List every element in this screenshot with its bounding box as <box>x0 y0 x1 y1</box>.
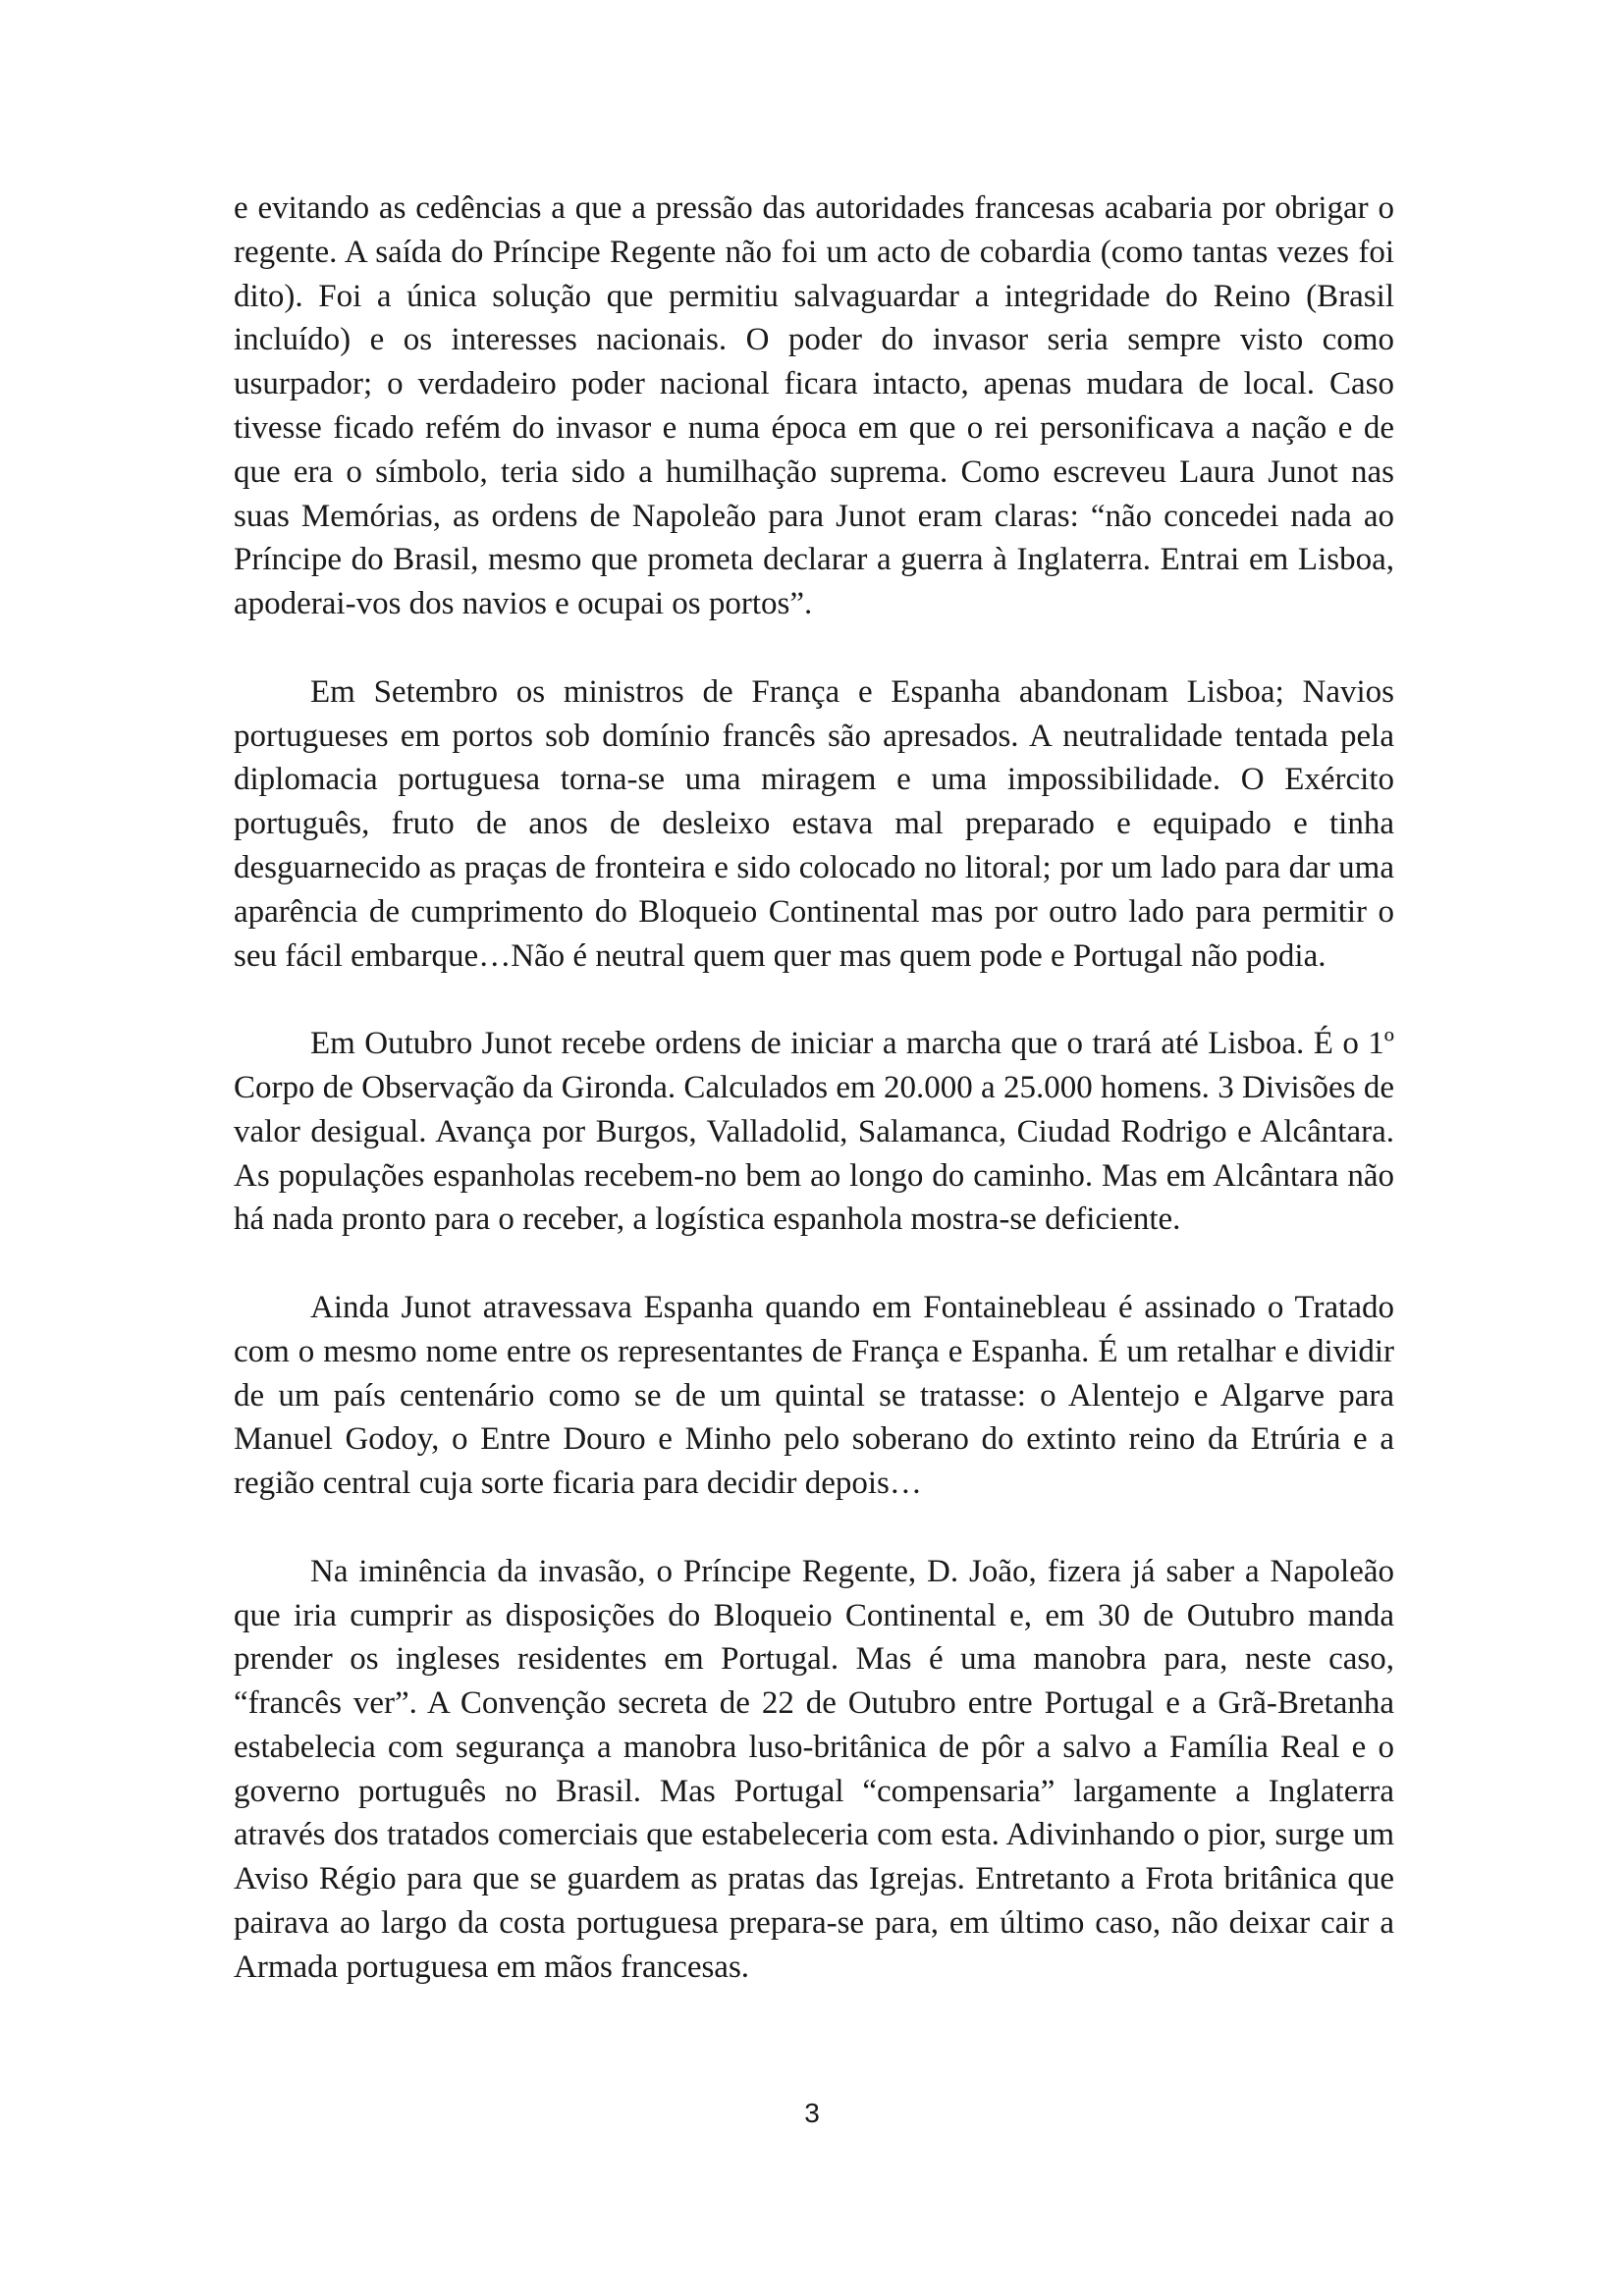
paragraph-fontainebleau: Ainda Junot atravessava Espanha quando em Fontainebleau é assinado o Tratado com o mesmo nome entre os representantes de França e Espanha. É um retalhar e dividir de um país centenário como se de um quintal se tratasse: o Alentejo e Algarve para Manuel Godoy, o Entre Douro e Minho pelo soberano do extinto reino da Etrúria e a região central cuja sorte ficaria para decidir depois… <box>234 1289 1394 1502</box>
page-number: 3 <box>804 2098 820 2128</box>
paragraph-invasion: Na iminência da invasão, o Príncipe Regente, D. João, fizera já saber a Napoleão que iria cumprir as disposições do Bloqueio Continental e, em 30 de Outubro manda prender os ingleses residentes em Portugal. Mas é uma manobra para, neste caso, “francês ver”. A Convenção secreta de 22 de Outubro entre Portugal e a Grã-Bretanha estabelecia com segurança a manobra luso-britânica de pôr a salvo a Família Real e o governo português no Brasil. Mas Portugal “compensaria” largamente a Inglaterra através dos tratados comerciais que estabeleceria com esta. Adivinhando o pior, surge um Aviso Régio para que se guardem as pratas das Igrejas. Entretanto a Frota britânica que pairava ao largo da costa portuguesa prepara-se para, em último caso, não deixar cair a Armada portuguesa em mãos francesas. <box>234 1553 1394 1985</box>
paragraph-continuation: e evitando as cedências a que a pressão das autoridades francesas acabaria por obrigar o regente. A saída do Príncipe Regente não foi um acto de cobardia (como tantas vezes foi dito). Foi a única solução que permitiu salvaguardar a integridade do Reino (Brasil incluído) e os interesses nacionais. O poder do invasor seria sempre visto como usurpador; o verdadeiro poder nacional ficara intacto, apenas mudara de local. Caso tivesse ficado refém do invasor e numa época em que o rei personificava a nação e de que era o símbolo, teria sido a humilhação suprema. Como escreveu Laura Junot nas suas Memórias, as ordens de Napoleão para Junot eram claras: “não concedei nada ao Príncipe do Brasil, mesmo que prometa declarar a guerra à Inglaterra. Entrai em Lisboa, apoderai-vos dos navios e ocupai os portos”. <box>234 190 1394 622</box>
body-text <box>234 187 1394 1990</box>
paragraph-october: Em Outubro Junot recebe ordens de iniciar a marcha que o trará até Lisboa. É o 1º Corpo de Observação da Gironda. Calculados em 20.000 a 25.000 homens. 3 Divisões de valor desigual. Avança por Burgos, Valladolid, Salamanca, Ciudad Rodrigo e Alcântara. As populações espanholas recebem-no bem ao longo do caminho. Mas em Alcântara não há nada pronto para o receber, a logística espanhola mostra-se deficiente. <box>234 1026 1394 1238</box>
paragraph-september: Em Setembro os ministros de França e Espanha abandonam Lisboa; Navios portugueses em portos sob domínio francês são apresados. A neutralidade tentada pela diplomacia portuguesa torna-se uma miragem e uma impossibilidade. O Exército português, fruto de anos de desleixo estava mal preparado e equipado e tinha desguarnecido as praças de fronteira e sido colocado no litoral; por um lado para dar uma aparência de cumprimento do Bloqueio Continental mas por outro lado para permitir o seu fácil embarque…Não é neutral quem quer mas quem pode e Portugal não podia. <box>234 673 1394 974</box>
